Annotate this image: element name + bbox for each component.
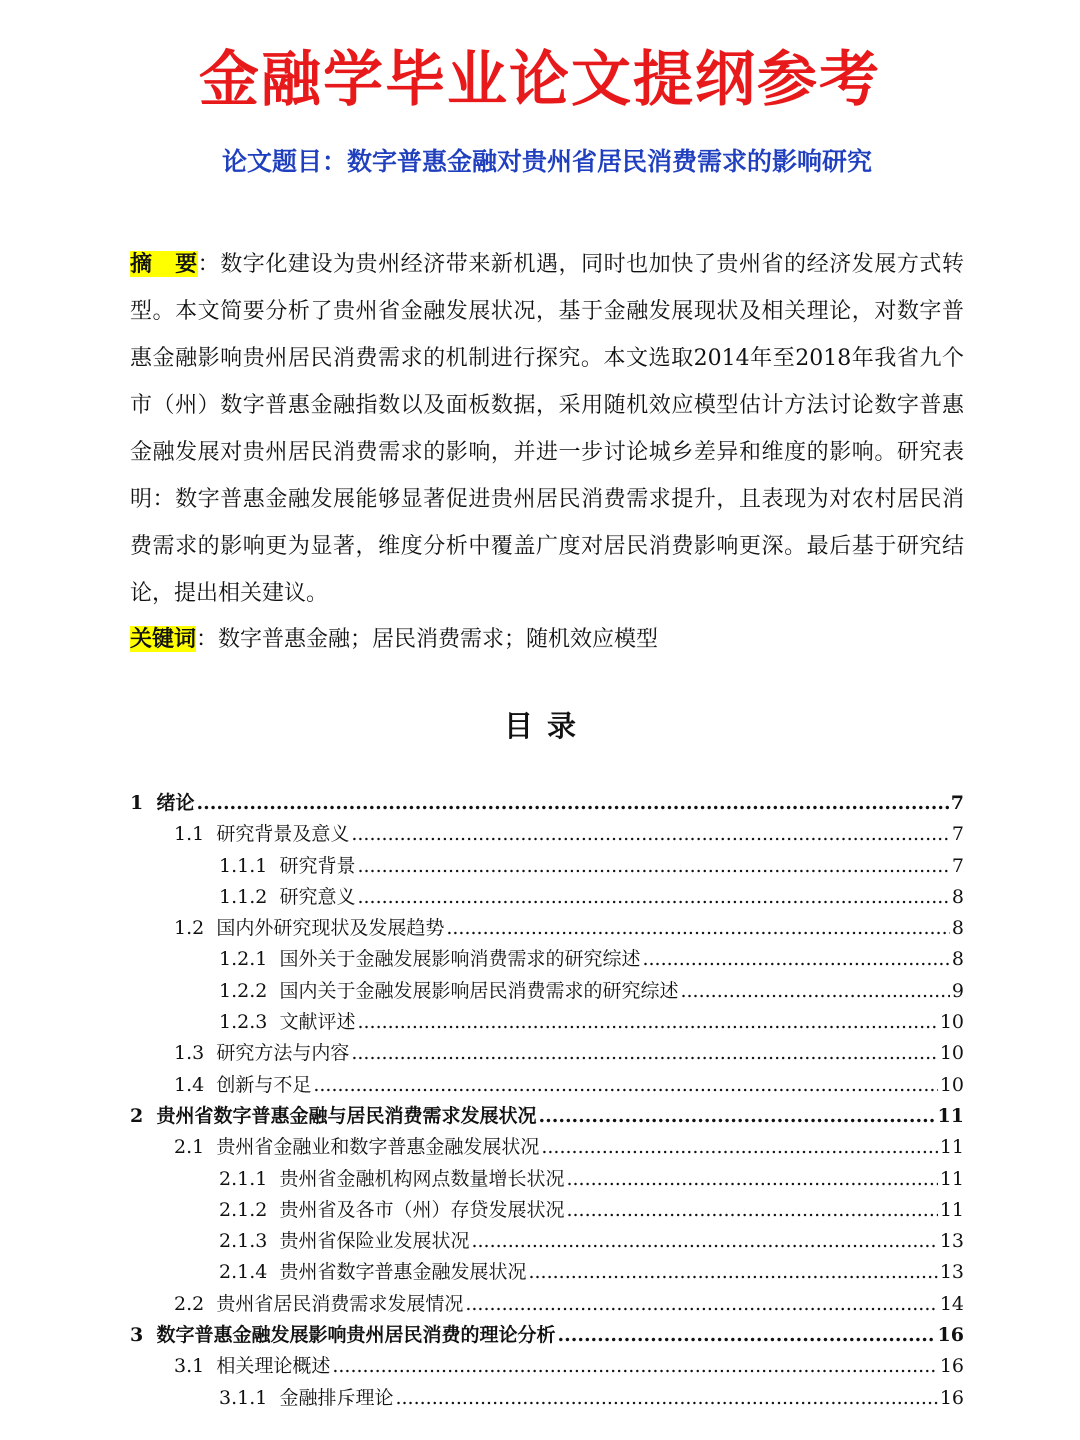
toc-entry-page: 11 xyxy=(939,1167,964,1190)
toc-entry-number: 2 xyxy=(130,1104,144,1127)
toc-entry-page: 14 xyxy=(939,1292,964,1315)
toc-entry[interactable] xyxy=(130,1383,964,1414)
toc-entry-page: 13 xyxy=(939,1261,964,1284)
toc-entry-number: 1.1 xyxy=(174,823,205,846)
toc-entry-text xyxy=(219,1383,393,1414)
toc-entry-number: 1.3 xyxy=(174,1042,205,1065)
toc-leader-dots xyxy=(680,976,949,1007)
toc-entry-number: 1.2 xyxy=(174,917,205,940)
toc-leader-dots xyxy=(566,1195,937,1226)
toc-entry-title: 研究方法与内容 xyxy=(216,1042,350,1065)
toc-entry-title: 贵州省金融机构网点数量增长状况 xyxy=(279,1167,565,1190)
toc-entry-number: 3.1.1 xyxy=(219,1386,268,1409)
toc-entry-number: 1.4 xyxy=(174,1073,205,1096)
toc-leader-dots xyxy=(196,788,948,819)
toc-entry-page: 8 xyxy=(951,948,964,971)
toc-entry[interactable] xyxy=(130,1007,964,1038)
toc-entry-title: 贵州省及各市（州）存贷发展状况 xyxy=(279,1198,565,1221)
toc-entry[interactable] xyxy=(130,819,964,850)
toc-entry-number: 1 xyxy=(130,792,144,814)
toc-entry-page: 10 xyxy=(939,1073,964,1096)
toc-leader-dots xyxy=(313,1070,937,1101)
toc-entry-page: 8 xyxy=(951,917,964,940)
toc-entry-page: 9 xyxy=(951,979,964,1002)
toc-leader-dots xyxy=(351,819,950,850)
toc-entry-title: 贵州省金融业和数字普惠金融发展状况 xyxy=(216,1136,540,1159)
toc-entry-page: 11 xyxy=(939,1198,964,1221)
toc-entry-title: 贵州省数字普惠金融与居民消费需求发展状况 xyxy=(156,1104,537,1127)
keywords-text: ：数字普惠金融；居民消费需求；随机效应模型 xyxy=(196,627,659,652)
toc-entry-page: 10 xyxy=(939,1011,964,1034)
toc-leader-dots xyxy=(471,1226,937,1257)
toc-entry-text xyxy=(174,1132,539,1163)
toc-entry[interactable] xyxy=(130,1320,964,1351)
toc-entry-title: 研究意义 xyxy=(279,885,356,908)
toc-entry[interactable] xyxy=(130,1164,964,1195)
toc-entry[interactable] xyxy=(130,882,964,913)
toc-leader-dots xyxy=(395,1383,937,1414)
toc-leader-dots xyxy=(465,1289,937,1320)
toc-entry[interactable] xyxy=(130,1132,964,1163)
toc-entry-number: 1.2.3 xyxy=(219,1011,268,1034)
toc-entry-text xyxy=(174,1070,311,1101)
toc-entry-title: 国内外研究现状及发展趋势 xyxy=(216,917,445,940)
toc-entry-number: 1.2.1 xyxy=(219,948,268,971)
thesis-subtitle: 论文题目：数字普惠金融对贵州省居民消费需求的影响研究 xyxy=(221,147,872,176)
toc-entry[interactable] xyxy=(130,913,964,944)
toc-entry-number: 1.1.2 xyxy=(219,885,268,908)
toc-entry-text xyxy=(130,1320,555,1351)
toc-entry-title: 贵州省居民消费需求发展情况 xyxy=(216,1292,464,1315)
toc-entry-title: 创新与不足 xyxy=(216,1073,312,1096)
keywords-line xyxy=(130,616,964,663)
toc-entry-title: 绪论 xyxy=(156,792,195,814)
toc-entry-number: 2.2 xyxy=(174,1292,205,1315)
toc-entry-text xyxy=(219,1007,355,1038)
toc-entry-number: 2.1.3 xyxy=(219,1230,268,1253)
toc-entry-title: 研究背景及意义 xyxy=(216,823,350,846)
toc-entry-title: 数字普惠金融发展影响贵州居民消费的理论分析 xyxy=(156,1324,556,1347)
toc-entry-text xyxy=(174,819,349,850)
toc-entry[interactable] xyxy=(130,1101,964,1132)
toc-entry-title: 国外关于金融发展影响消费需求的研究综述 xyxy=(279,948,641,971)
toc-entry-text xyxy=(174,1351,330,1382)
toc-entry[interactable] xyxy=(130,1257,964,1288)
toc-entry-page: 11 xyxy=(937,1104,964,1127)
toc-entry-page: 16 xyxy=(937,1324,964,1347)
table-of-contents xyxy=(130,788,964,1414)
toc-title: 目录 xyxy=(503,709,590,743)
toc-entry-number: 2.1.4 xyxy=(219,1261,268,1284)
toc-leader-dots xyxy=(446,913,950,944)
toc-entry-number: 1.2.2 xyxy=(219,979,268,1002)
toc-entry-page: 7 xyxy=(951,823,964,846)
toc-entry-text xyxy=(219,1164,564,1195)
toc-entry-page: 8 xyxy=(951,885,964,908)
toc-entry[interactable] xyxy=(130,851,964,882)
toc-entry[interactable] xyxy=(130,1351,964,1382)
toc-entry-number: 2.1.1 xyxy=(219,1167,268,1190)
toc-entry-page: 11 xyxy=(939,1136,964,1159)
toc-leader-dots xyxy=(557,1320,935,1351)
toc-entry-title: 贵州省保险业发展状况 xyxy=(279,1230,470,1253)
toc-leader-dots xyxy=(566,1164,937,1195)
toc-leader-dots xyxy=(528,1257,937,1288)
toc-entry-page: 7 xyxy=(950,792,964,814)
toc-entry[interactable] xyxy=(130,1070,964,1101)
toc-entry-text xyxy=(219,882,355,913)
toc-entry[interactable] xyxy=(130,944,964,975)
toc-entry-text xyxy=(174,1289,463,1320)
abstract-paragraph xyxy=(130,241,964,617)
toc-entry-title: 国内关于金融发展影响居民消费需求的研究综述 xyxy=(279,979,679,1002)
toc-entry-title: 金融排斥理论 xyxy=(279,1386,394,1409)
toc-leader-dots xyxy=(332,1351,937,1382)
toc-entry[interactable] xyxy=(130,1289,964,1320)
abstract-text: ：数字化建设为贵州经济带来新机遇，同时也加快了贵州省的经济发展方式转型。本文简要分析了贵州省金融发展状况，基于金融发展现状及相关理论，对数字普惠金融影响贵州居民消费需求的机制进行探究。本文选取2014年至2018年我省九个市（州）数字普惠金融指数以及面板数据，采用随机效应模型估计方法讨论数字普惠金融发展对贵州居民消费需求的影响，并进一步讨论城乡差异和维度的影响。研究表明：数字普惠金融发展能够显著促进贵州居民消费需求提升，且表现为对农村居民消费需求的影响更为显著，维度分析中覆盖广度对居民消费影响更深。最后基于研究结论，提出相关建议。 xyxy=(130,252,964,606)
toc-leader-dots xyxy=(357,851,949,882)
toc-entry-number: 2.1.2 xyxy=(219,1198,268,1221)
toc-entry[interactable] xyxy=(130,1226,964,1257)
toc-entry-text xyxy=(219,1195,564,1226)
toc-entry-text xyxy=(219,976,678,1007)
toc-leader-dots xyxy=(357,882,949,913)
abstract-label: 摘 要 xyxy=(130,251,198,277)
toc-entry-page: 16 xyxy=(939,1355,964,1378)
toc-entry-page: 7 xyxy=(951,854,964,877)
toc-leader-dots xyxy=(541,1132,937,1163)
toc-entry[interactable] xyxy=(130,976,964,1007)
toc-entry-text xyxy=(174,1038,349,1069)
toc-entry[interactable] xyxy=(130,788,964,819)
toc-leader-dots xyxy=(538,1101,935,1132)
toc-entry-text xyxy=(130,788,194,819)
toc-leader-dots xyxy=(357,1007,937,1038)
toc-entry-title: 文献评述 xyxy=(279,1011,356,1034)
toc-entry-number: 3 xyxy=(130,1324,144,1347)
toc-entry[interactable] xyxy=(130,1038,964,1069)
toc-entry-number: 2.1 xyxy=(174,1136,205,1159)
toc-entry-page: 10 xyxy=(939,1042,964,1065)
toc-entry-number: 1.1.1 xyxy=(219,854,268,877)
toc-entry-text xyxy=(130,1101,536,1132)
toc-entry-text xyxy=(219,851,355,882)
toc-leader-dots xyxy=(642,944,949,975)
toc-entry-title: 相关理论概述 xyxy=(216,1355,331,1378)
toc-leader-dots xyxy=(351,1038,937,1069)
toc-entry-text xyxy=(219,1257,526,1288)
toc-entry-title: 研究背景 xyxy=(279,854,356,877)
toc-entry-title: 贵州省数字普惠金融发展状况 xyxy=(279,1261,527,1284)
toc-entry-text xyxy=(219,1226,469,1257)
toc-entry-page: 13 xyxy=(939,1230,964,1253)
toc-entry-text xyxy=(219,944,640,975)
toc-entry-page: 16 xyxy=(939,1386,964,1409)
document-title: 金融学毕业论文提纲参考 xyxy=(199,45,881,115)
keywords-label: 关键词 xyxy=(130,626,197,652)
toc-entry[interactable] xyxy=(130,1195,964,1226)
toc-entry-text xyxy=(174,913,444,944)
toc-entry-number: 3.1 xyxy=(174,1355,205,1378)
